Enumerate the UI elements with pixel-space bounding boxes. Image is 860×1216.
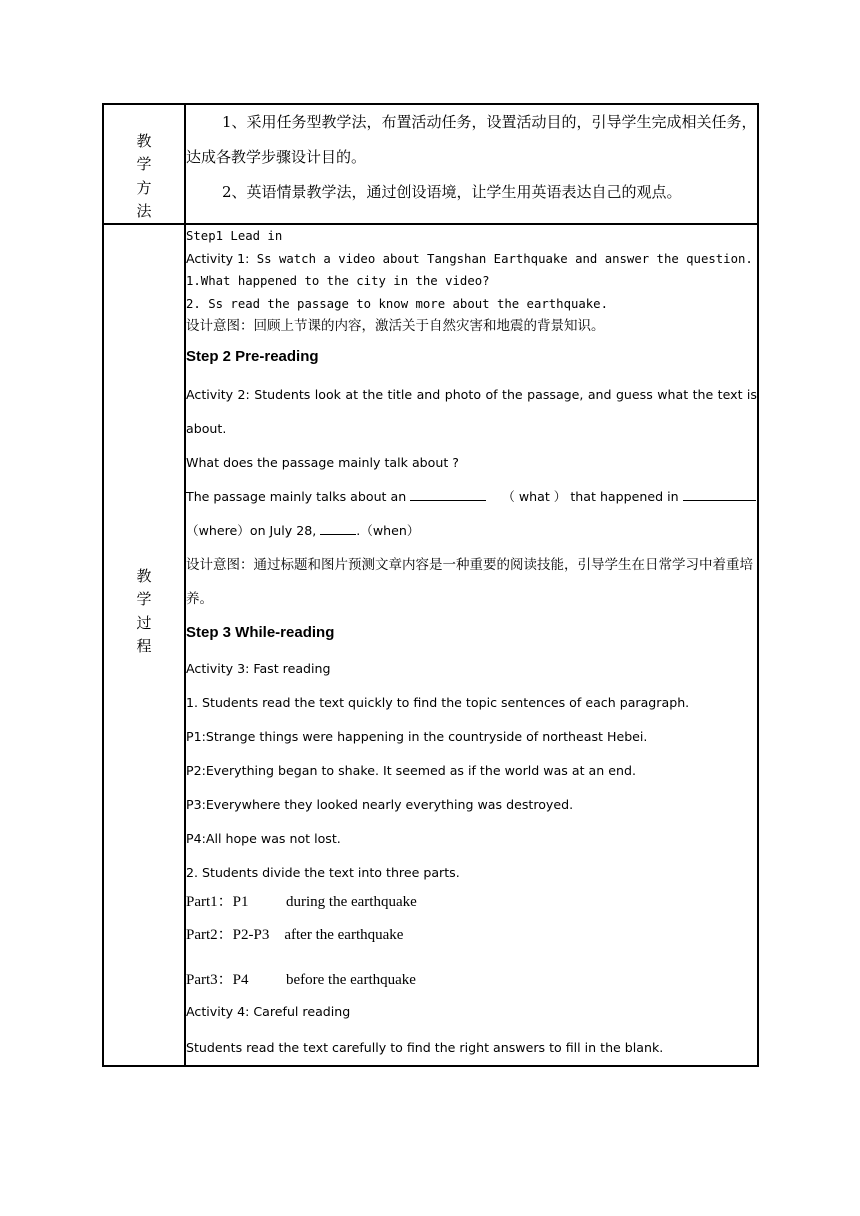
teaching-process-content [185,224,758,1066]
topic-sentence-p4: P4:All hope was not lost. [186,831,341,846]
question-1: 1.What happened to the city in the video? [186,274,490,288]
topic-sentence-p2: P2:Everything began to shake. It seemed as if the world was at an end. [186,763,636,778]
step2-title: Step 2 Pre-reading [186,348,319,365]
activity1-label: Activity 1: [186,250,250,266]
fast-reading-task: 1. Students read the text quickly to find the topic sentences of each paragraph. [186,695,690,710]
method-item-1: 1、采用任务型教学法，布置活动任务，设置活动目的，引导学生完成相关任务，达成各教学步骤设计目的。 [186,113,757,166]
divide-task: 2. Students divide the text into three parts. [186,865,460,880]
activity1-text: Ss watch a video about Tangshan Earthquake and answer the question. [249,251,753,266]
topic-sentence-p3: P3:Everywhere they looked nearly everything was destroyed. [186,797,574,812]
teaching-process-label-cell [103,224,185,1066]
blank-when [320,522,356,535]
fill-in-sentence: The passage mainly talks about an （ what ） that happened in [186,480,757,514]
teaching-methods-label-cell [103,104,185,224]
step2-design-intent: 设计意图：通过标题和图片预测文章内容是一种重要的阅读技能，引导学生在日常学习中着重培养。 [186,557,753,607]
part3-line: Part3：P4 before the earthquake [186,972,416,988]
step3-title: Step 3 While-reading [186,624,335,641]
part2-line: Part2：P2-P3 after the earthquake [186,927,404,943]
teaching-methods-label: 教 学 方 法 [136,132,152,220]
teaching-methods-row [103,104,758,224]
blank-where [683,488,756,501]
activity3: Activity 3: Fast reading [186,661,331,676]
step1-design-intent: 设计意图：回顾上节课的内容，激活关于自然灾害和地震的背景知识。 [186,318,605,334]
topic-sentence-p1: P1:Strange things were happening in the countryside of northeast Hebei. [186,729,648,744]
teaching-process-row [103,224,758,1066]
step1-title: Step1 Lead in [186,229,283,243]
part1-line: Part1：P1 during the earthquake [186,894,417,910]
teaching-process-label: 教 学 过 程 [136,567,152,655]
question-2: 2. Ss read the passage to know more about the earthquake. [186,296,608,311]
blank-what [410,488,486,501]
activity1 [186,248,757,271]
method-item-2: 2、英语情景教学法，通过创设语境，让学生用英语表达自己的观点。 [222,183,682,201]
passage-question: What does the passage mainly talk about ? [186,455,459,470]
activity2: Activity 2: Students look at the title and photo of the passage, and guess what the text is about. [186,387,757,436]
fill-in-sentence-cont: （where）on July 28, .（when） [186,523,420,538]
lesson-plan-table [102,103,759,1067]
careful-reading-task: Students read the text carefully to find the right answers to fill in the blank. [186,1040,664,1055]
teaching-methods-content [185,104,758,224]
activity4: Activity 4: Careful reading [186,1004,351,1019]
